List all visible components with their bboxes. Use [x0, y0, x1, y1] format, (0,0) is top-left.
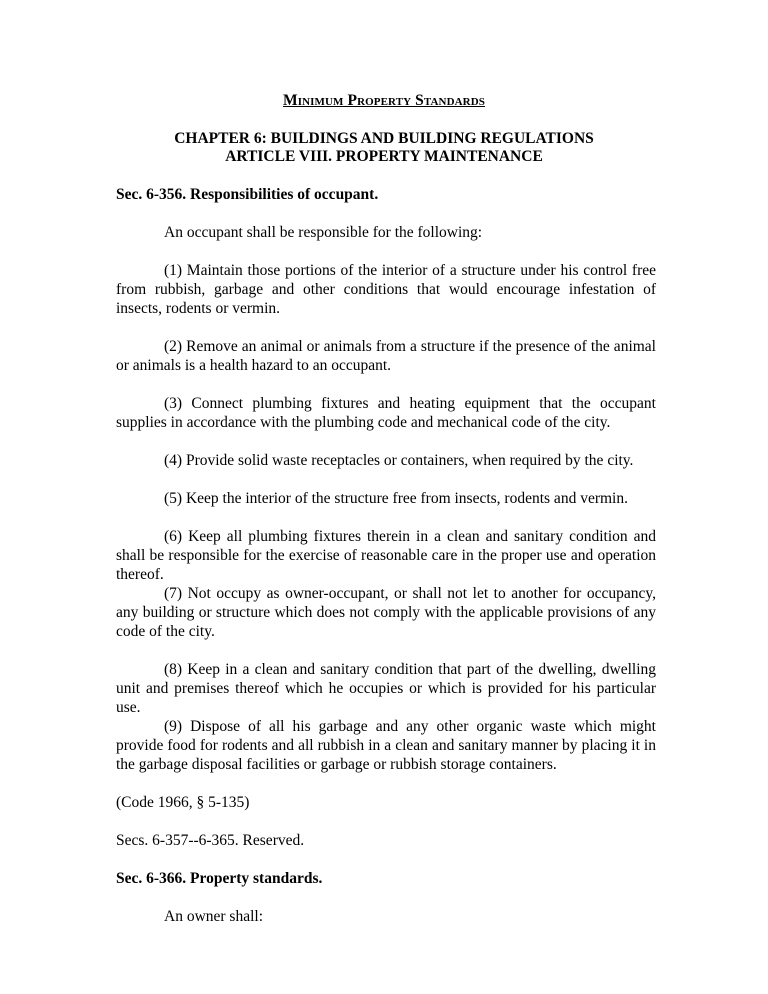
list-item-8: (8) Keep in a clean and sanitary condition that part of the dwelling, dwelling unit and premises thereof which he occupies or which is provided for his particular use. [116, 661, 656, 716]
reserved-sections: Secs. 6-357--6-365. Reserved. [116, 832, 305, 849]
list-item-1: (1) Maintain those portions of the interior of a structure under his control free from rubbish, garbage and other conditions that would encourage infestation of insects, rodents or vermin. [116, 262, 656, 317]
list-item-2: (2) Remove an animal or animals from a structure if the presence of the animal or animals is a health hazard to an occupant. [116, 338, 656, 374]
list-item-6: (6) Keep all plumbing fixtures therein in a clean and sanitary condition and shall be responsible for the exercise of reasonable care in the proper use and operation thereof. [116, 528, 656, 583]
code-reference: (Code 1966, § 5-135) [116, 794, 250, 811]
list-item-3: (3) Connect plumbing fixtures and heating equipment that the occupant supplies in accordance with the plumbing code and mechanical code of the city. [116, 395, 656, 431]
chapter-heading: CHAPTER 6: BUILDINGS AND BUILDING REGULATIONS [174, 130, 594, 147]
section-356-heading: Sec. 6-356. Responsibilities of occupant. [116, 186, 379, 203]
list-item-5: (5) Keep the interior of the structure free from insects, rodents and vermin. [164, 490, 628, 507]
list-item-9: (9) Dispose of all his garbage and any other organic waste which might provide food for rodents and all rubbish in a clean and sanitary manner by placing it in the garbage disposal facilities or garbage or rubbish storage containers. [116, 718, 656, 773]
section-366-intro: An owner shall: [164, 908, 264, 925]
list-item-7: (7) Not occupy as owner-occupant, or shall not let to another for occupancy, any building or structure which does not comply with the applicable provisions of any code of the city. [116, 585, 656, 640]
document-title: Minimum Property Standards [283, 92, 485, 109]
list-item-4: (4) Provide solid waste receptacles or containers, when required by the city. [164, 452, 634, 469]
section-366-heading: Sec. 6-366. Property standards. [116, 870, 323, 887]
section-356-intro: An occupant shall be responsible for the following: [164, 224, 483, 241]
article-heading: ARTICLE VIII. PROPERTY MAINTENANCE [225, 148, 543, 165]
